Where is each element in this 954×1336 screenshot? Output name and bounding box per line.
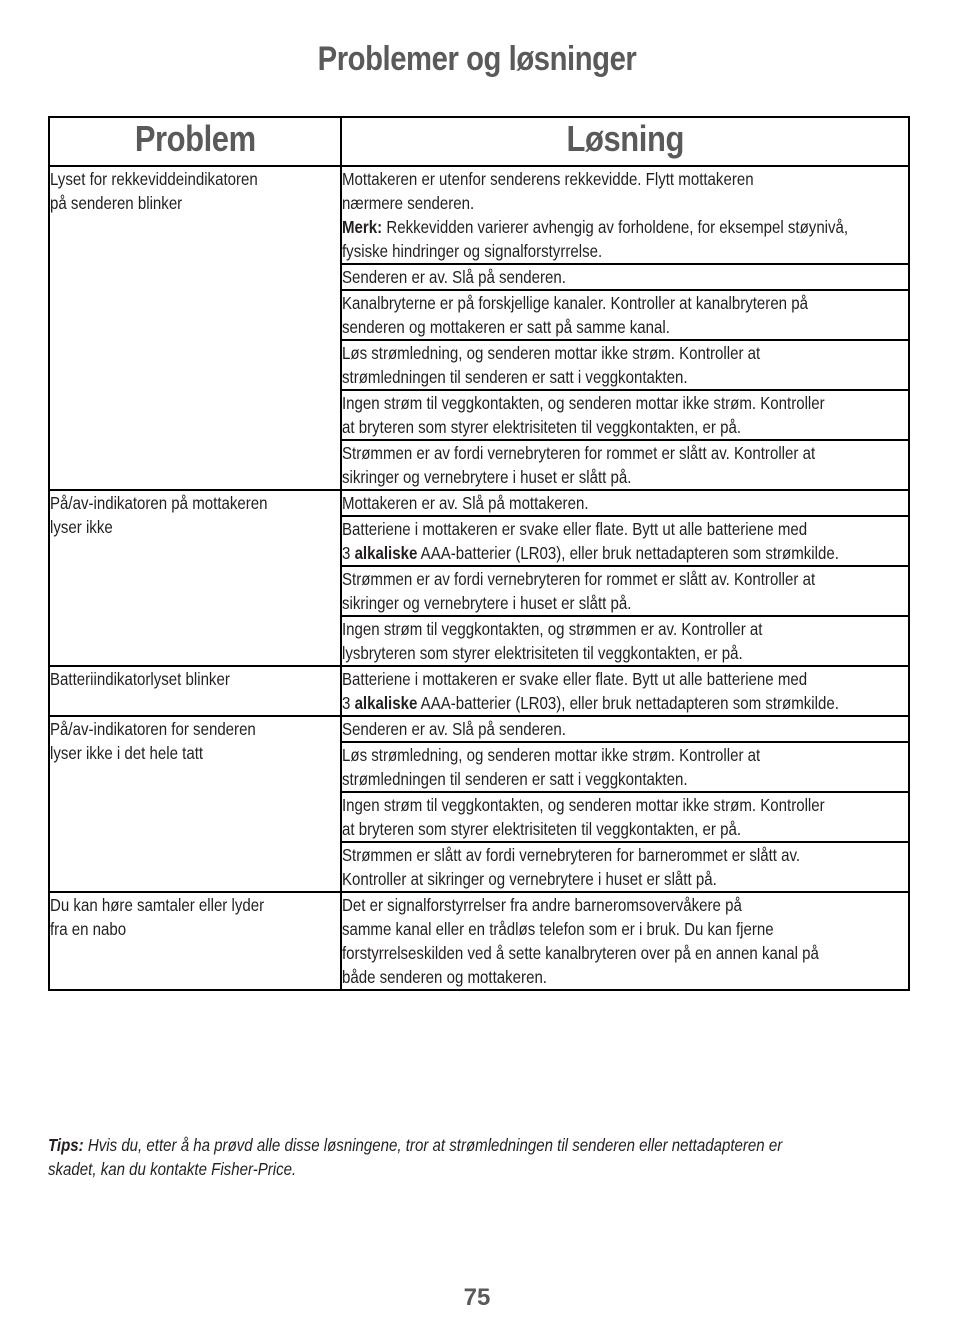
solution-cell: Batteriene i mottakeren er svake eller flate. Bytt ut alle batteriene med 3 alkaliske AAA-batterier (LR03), eller bruk nettadapteren som strømkilde. (341, 516, 909, 566)
problem-cell: Du kan høre samtaler eller lyder fra en nabo (49, 892, 341, 990)
tips-label: Tips: (48, 1135, 84, 1155)
solution-column-header: Løsning (341, 117, 909, 166)
solution-cell: Strømmen er slått av fordi vernebryteren for barnerommet er slått av. Kontroller at sikringer og vernebrytere i huset er slått på. (341, 842, 909, 892)
solution-cell: Mottakeren er av. Slå på mottakeren. (341, 490, 909, 516)
tips-note: Tips: Hvis du, etter å ha prøvd alle disse løsningene, tror at strømledningen til senderen eller nettadapteren er skadet, kan du kontakte Fisher-Price. (48, 1135, 783, 1179)
table-row (49, 666, 909, 716)
page-number: 75 (463, 1284, 491, 1311)
table-header-row (49, 117, 909, 166)
solution-cell: Strømmen er av fordi vernebryteren for rommet er slått av. Kontroller at sikringer og vernebrytere i huset er slått på. (341, 566, 909, 616)
table-row (49, 892, 909, 990)
problem-cell: Lyset for rekkeviddeindikatoren på senderen blinker (49, 166, 341, 490)
solution-cell: Løs strømledning, og senderen mottar ikke strøm. Kontroller at strømledningen til senderen er satt i veggkontakten. (341, 742, 909, 792)
solution-cell: Senderen er av. Slå på senderen. (341, 264, 909, 290)
problem-column-header: Problem (49, 117, 341, 166)
solution-cell: Mottakeren er utenfor senderens rekkevidde. Flytt mottakeren nærmere senderen. Merk: Rekkevidden varierer avhengig av forholdene, for eksempel støynivå, fysiske hindringer og signalforstyrrelse. (341, 166, 909, 264)
troubleshooting-table (48, 116, 910, 991)
problem-cell: På/av-indikatoren for senderen lyser ikke i det hele tatt (49, 716, 341, 892)
solution-cell: Strømmen er av fordi vernebryteren for rommet er slått av. Kontroller at sikringer og vernebrytere i huset er slått på. (341, 440, 909, 490)
problem-cell: Batteriindikatorlyset blinker (49, 666, 341, 716)
table-row (49, 490, 909, 516)
problem-cell: På/av-indikatoren på mottakeren lyser ikke (49, 490, 341, 666)
page-title: Problemer og løsninger (317, 40, 637, 78)
solution-cell: Senderen er av. Slå på senderen. (341, 716, 909, 742)
solution-cell: Ingen strøm til veggkontakten, og senderen mottar ikke strøm. Kontroller at bryteren som styrer elektrisiteten til veggkontakten, er på. (341, 390, 909, 440)
solution-cell: Det er signalforstyrrelser fra andre barneromsovervåkere på samme kanal eller en trådløs telefon som er i bruk. Du kan fjerne forstyrrelseskilden ved å sette kanalbryteren over på en annen kanal på både senderen og mottakeren. (341, 892, 909, 990)
solution-cell: Batteriene i mottakeren er svake eller flate. Bytt ut alle batteriene med 3 alkaliske AAA-batterier (LR03), eller bruk nettadapteren som strømkilde. (341, 666, 909, 716)
solution-cell: Ingen strøm til veggkontakten, og senderen mottar ikke strøm. Kontroller at bryteren som styrer elektrisiteten til veggkontakten, er på. (341, 792, 909, 842)
note-label: Merk: (342, 217, 383, 237)
table-row (49, 166, 909, 264)
solution-cell: Kanalbryterne er på forskjellige kanaler. Kontroller at kanalbryteren på senderen og mottakeren er satt på samme kanal. (341, 290, 909, 340)
solution-cell: Løs strømledning, og senderen mottar ikke strøm. Kontroller at strømledningen til senderen er satt i veggkontakten. (341, 340, 909, 390)
solution-cell: Ingen strøm til veggkontakten, og strømmen er av. Kontroller at lysbryteren som styrer elektrisiteten til veggkontakten, er på. (341, 616, 909, 666)
table-row (49, 716, 909, 742)
